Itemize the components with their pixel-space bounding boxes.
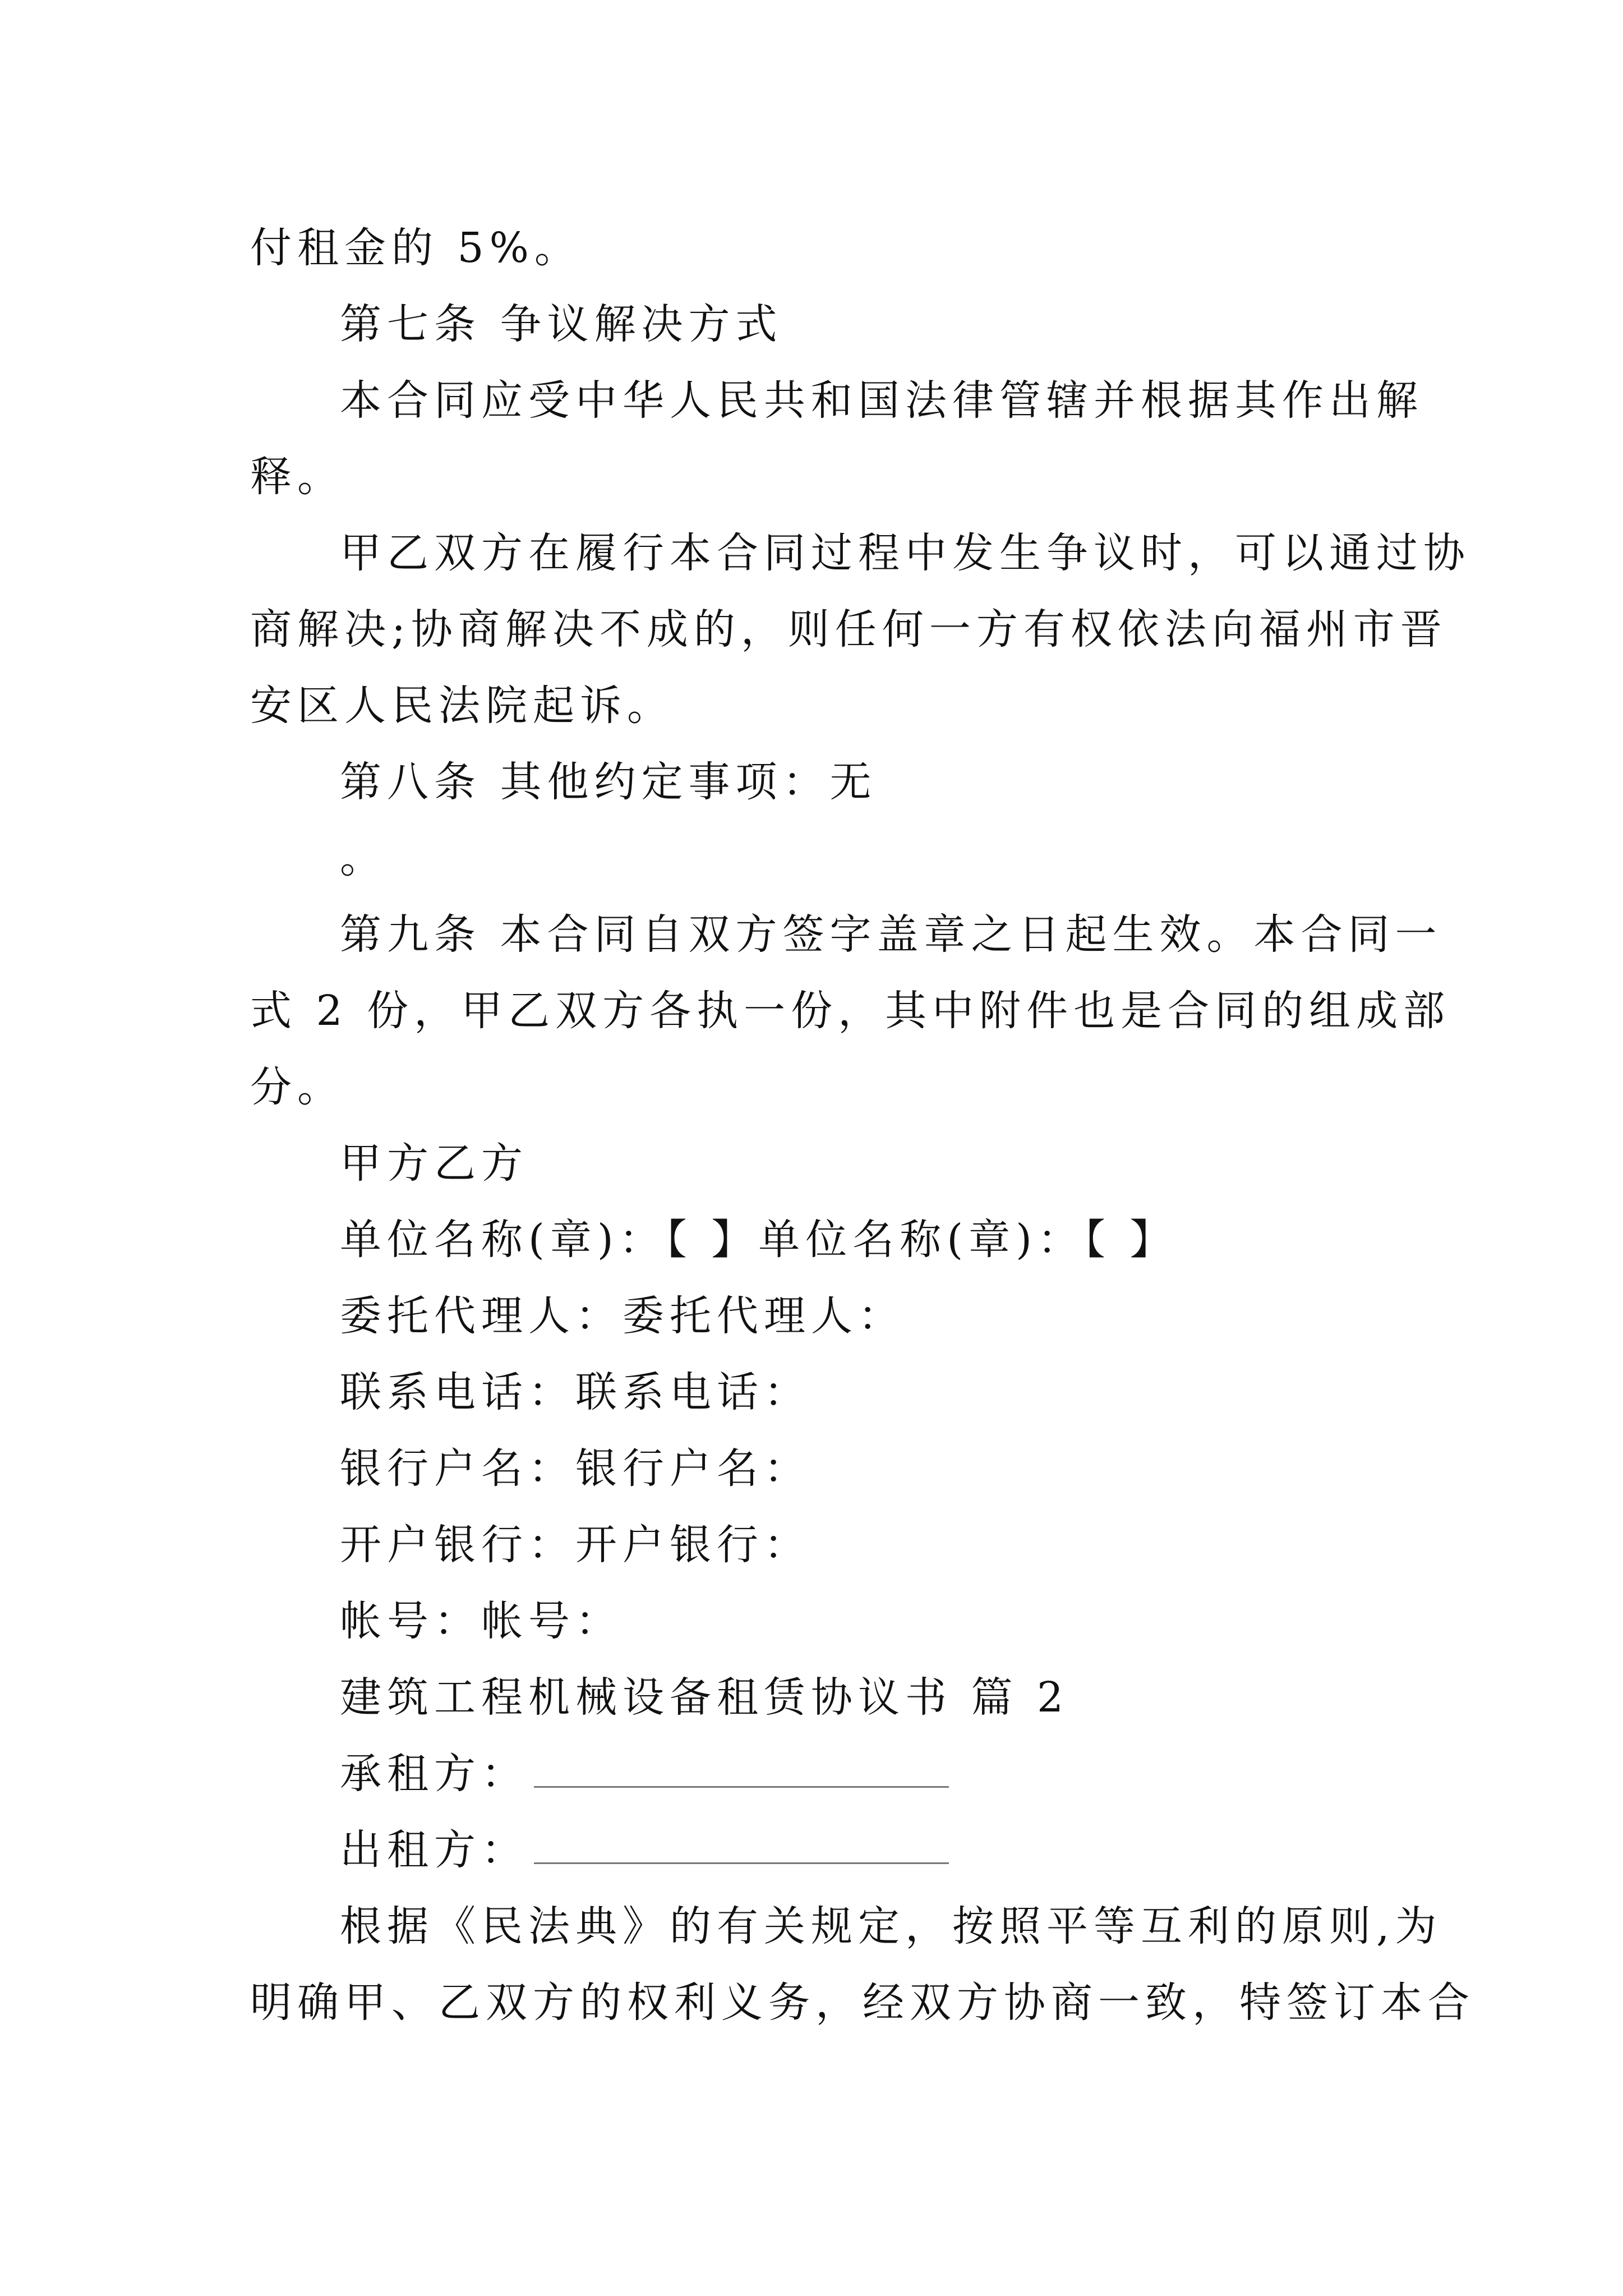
signature-field: 银行户名：银行户名： [340,1444,811,1493]
paragraph-line: 释。 [250,453,344,501]
paragraph-line: 安区人民法院起诉。 [250,682,674,730]
article-heading: 第七条 争议解决方式 [340,300,783,348]
lessor-blank-underline [534,1829,949,1864]
lessor-line [340,1822,1473,1878]
paragraph-line: 分。 [250,1063,344,1111]
paragraph-line: 付租金的 5%。 [250,224,582,272]
paragraph-line: 。 [340,834,387,882]
lessee-blank-underline [534,1752,949,1788]
paragraph-line: 甲乙双方在履行本合同过程中发生争议时，可以通过协 [340,529,1470,577]
signature-field: 帐号：帐号： [340,1597,623,1645]
paragraph-line: 根据《民法典》的有关规定，按照平等互利的原则,为 [340,1902,1442,1950]
signature-field: 联系电话：联系电话： [340,1368,811,1416]
paragraph-line: 商解决;协商解决不成的，则任何一方有权依法向福州市晋 [250,605,1447,654]
lessee-label: 承租方： [340,1750,528,1798]
section-title: 建筑工程机械设备租赁协议书 篇 2 [340,1673,1069,1722]
signature-field: 单位名称(章)：【 】单位名称(章)：【 】 [340,1216,1177,1264]
paragraph-line: 式 2 份，甲乙双方各执一份，其中附件也是合同的组成部 [250,987,1451,1035]
article-heading: 第八条 其他约定事项：无 [340,758,877,806]
signature-field: 开户银行：开户银行： [340,1521,811,1569]
lessee-line [340,1746,1473,1802]
signature-heading: 甲方乙方 [340,1139,528,1188]
paragraph-line: 本合同应受中华人民共和国法律管辖并根据其作出解 [340,376,1423,425]
signature-field: 委托代理人：委托代理人： [340,1292,905,1340]
lessor-label: 出租方： [340,1826,528,1874]
paragraph-line: 第九条 本合同自双方签字盖章之日起生效。本合同一 [340,910,1442,959]
paragraph-line: 明确甲、乙双方的权利义务，经双方协商一致，特签订本合 [250,1978,1475,2027]
